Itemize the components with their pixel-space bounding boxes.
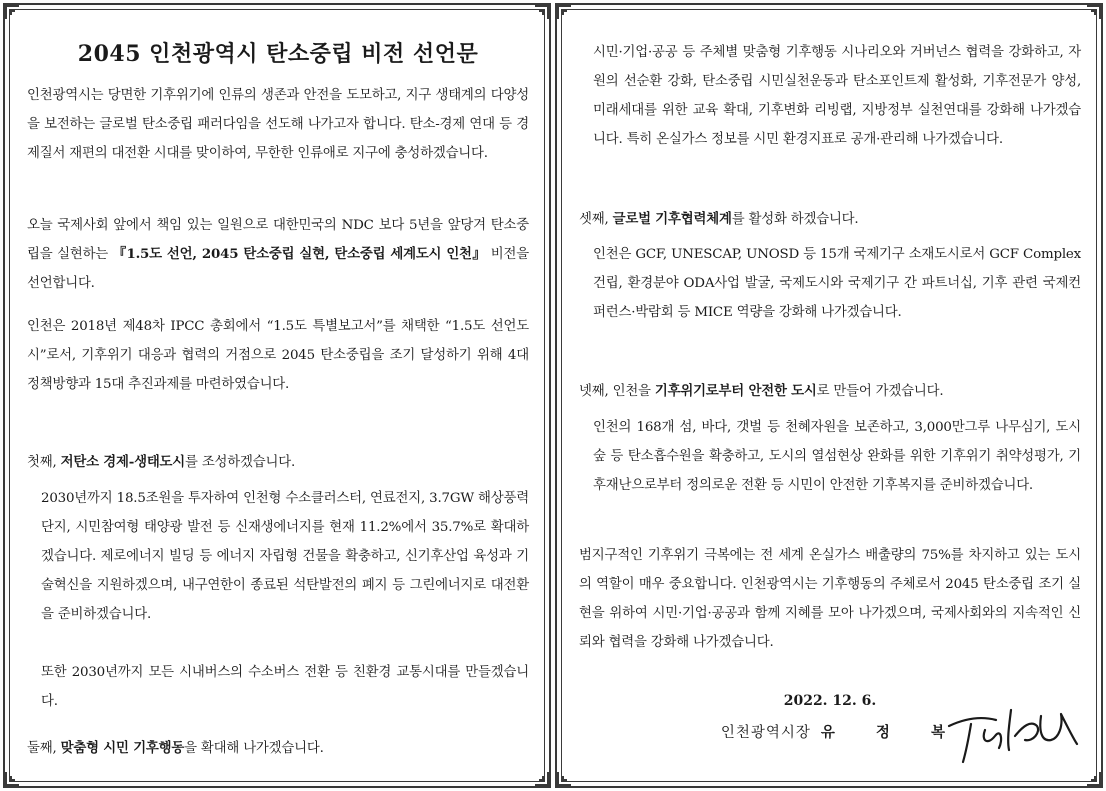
corner-ornament-icon	[3, 3, 19, 19]
signature-icon	[941, 696, 1081, 766]
second-body-paragraph: 시민·기업·공공 등 주체별 맞춤형 기후행동 시나리오와 거버넌스 협력을 강화하고, 자원의 선순환 강화, 탄소중립 시민실천운동과 탄소포인트제 활성화, 기후전문가 양성, 미래세대를 위한 교육 확대, 기후변화 리빙랩, 지방정부 실천연대를 강화해 나가겠습니다. 특히 온실가스 정보를 시민 환경지표로 공개·관리해 나가겠습니다.	[593, 45, 1081, 147]
heading-fourth: 넷째, 인천을 기후위기로부터 안전한 도시로 만들어 가겠습니다.	[579, 383, 944, 399]
third-body-paragraph: 인천은 GCF, UNESCAP, UNOSD 등 15개 국제기구 소재도시로서 GCF Complex 건립, 환경분야 ODA사업 발굴, 국제도시와 국제기구 간 파트너십, 기후 관련 국제컨퍼런스·박람회 등 MICE 역량을 강화해 나가겠습니다.	[593, 247, 1081, 320]
corner-ornament-icon	[3, 772, 19, 788]
corner-ornament-icon	[535, 772, 551, 788]
corner-ornament-icon	[1087, 772, 1103, 788]
heading-first: 첫째, 저탄소 경제-생태도시를 조성하겠습니다.	[27, 454, 296, 470]
closing-paragraph: 범지구적인 기후위기 극복에는 전 세계 온실가스 배출량의 75%를 차지하고 있는 도시의 역할이 매우 중요합니다. 인천광역시는 기후행동의 주체로서 2045 탄소중립 조기 실현을 위하여 시민·기업·공공과 함께 지혜를 모아 나가겠으며, 국제사회와의 지속적인 신뢰와 협력을 강화해 나가겠습니다.	[579, 548, 1081, 650]
signer-line	[721, 721, 963, 742]
corner-ornament-icon	[555, 772, 571, 788]
signer-name: 유 정 복	[820, 724, 963, 741]
intro-paragraph: 인천광역시는 당면한 기후위기에 인류의 생존과 안전을 도모하고, 지구 생태계의 다양성을 보전하는 글로벌 탄소중립 패러다임을 선도해 나가고자 합니다. 탄소-경제 연대 등 경제질서 재편의 대전환 시대를 맞이하여, 무한한 인류애로 지구에 충성하겠습니다.	[27, 88, 529, 161]
document-title: 2045 인천광역시 탄소중립 비전 선언문	[77, 41, 479, 67]
fourth-body-paragraph: 인천의 168개 섬, 바다, 갯벌 등 천혜자원을 보존하고, 3,000만그루 나무심기, 도시숲 등 탄소흡수원을 확충하고, 도시의 열섬현상 완화를 위한 기후위기 취약성평가, 기후재난으로부터 정의로운 전환 등 시민이 안전한 기후복지를 준비하겠습니다.	[593, 420, 1081, 493]
declaration-paragraph: 오늘 국제사회 앞에서 책임 있는 일원으로 대한민국의 NDC 보다 5년을 앞당겨 탄소중립을 실현하는 『1.5도 선언, 2045 탄소중립 실현, 탄소중립 세계도시 인천』 비전을 선언합니다.	[27, 218, 529, 291]
declaration-date: 2022. 12. 6.	[783, 693, 877, 709]
left-page	[3, 3, 551, 788]
corner-ornament-icon	[555, 3, 571, 19]
signer-title: 인천광역시장	[720, 725, 811, 741]
right-page	[555, 3, 1103, 788]
vision-slogan: 『1.5도 선언, 2045 탄소중립 실현, 탄소중립 세계도시 인천』	[112, 246, 487, 262]
ipcc-paragraph: 인천은 2018년 제48차 IPCC 총회에서 “1.5도 특별보고서”를 채택한 “1.5도 선언도시”로서, 기후위기 대응과 협력의 거점으로 2045 탄소중립을 조기 달성하기 위해 4대 정책방향과 15대 추진과제를 마련하였습니다.	[27, 319, 529, 392]
heading-second: 둘째, 맞춤형 시민 기후행동을 확대해 나가겠습니다.	[27, 740, 324, 756]
transport-paragraph: 또한 2030년까지 모든 시내버스의 수소버스 전환 등 친환경 교통시대를 만들겠습니다.	[41, 665, 529, 709]
corner-ornament-icon	[535, 3, 551, 19]
first-body-paragraph: 2030년까지 18.5조원을 투자하여 인천형 수소클러스터, 연료전지, 3.7GW 해상풍력단지, 시민참여형 태양광 발전 등 신재생에너지를 현재 11.2%에서 35.7%로 확대하겠습니다. 제로에너지 빌딩 등 에너지 자립형 건물을 확충하고, 신기후산업 육성과 기술혁신을 지원하겠으며, 내구연한이 종료된 석탄발전의 폐지 등 그린에너지로 대전환을 준비하겠습니다.	[41, 491, 529, 622]
corner-ornament-icon	[1087, 3, 1103, 19]
heading-third: 셋째, 글로벌 기후협력체계를 활성화 하겠습니다.	[579, 211, 859, 227]
